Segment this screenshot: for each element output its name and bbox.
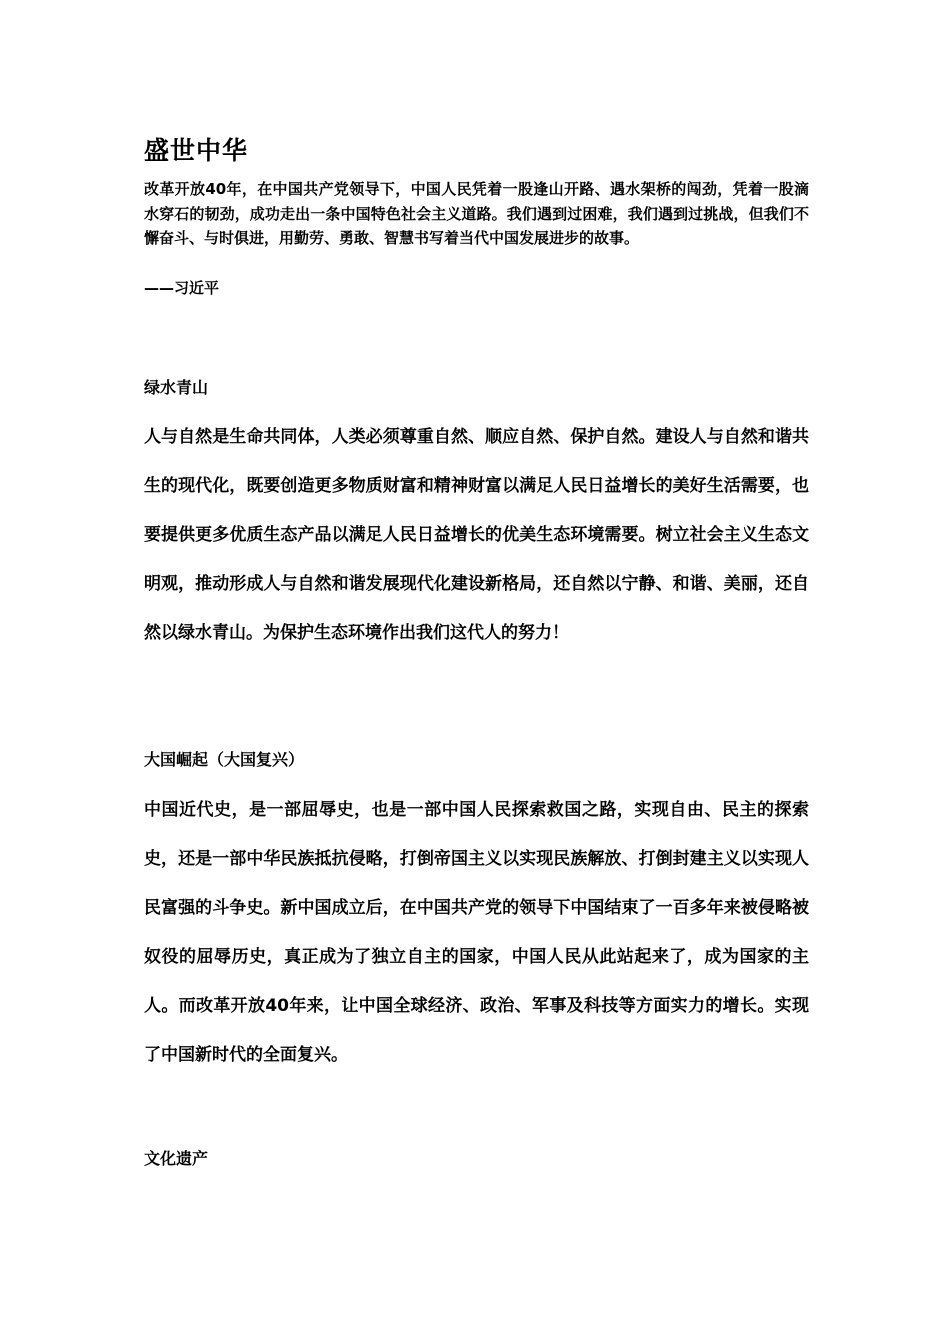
section-heading-great-nation-rise: 大国崛起（大国复兴） — [144, 750, 305, 769]
section-heading-cultural-heritage: 文化遗产 — [144, 1149, 209, 1168]
opening-quote: 改革开放40年，在中国共产党领导下，中国人民凭着一股逢山开路、遇水架桥的闯劲，凭着一股滴水穿石的韧劲，成功走出一条中国特色社会主义道路。我们遇到过困难，我们遇到过挑战，但我们不懈奋斗、与时俱进，用勤劳、勇敢、智慧书写着当代中国发展进步的故事。 — [144, 180, 809, 247]
document-title: 盛世中华 — [144, 136, 249, 165]
section-heading-green-mountains: 绿水青山 — [144, 378, 209, 397]
section-body-green-mountains: 人与自然是生命共同体，人类必须尊重自然、顺应自然、保护自然。建设人与自然和谐共生的现代化，既要创造更多物质财富和精神财富以满足人民日益增长的美好生活需要，也要提供更多优质生态产品以满足人民日益增长的优美生态环境需要。树立社会主义生态文明观，推动形成人与自然和谐发展现代化建设新格局，还自然以宁静、和谐、美丽，还自然以绿水青山。为保护生态环境作出我们这代人的努力！ — [144, 427, 809, 643]
section-body-great-nation-rise: 中国近代史，是一部屈辱史，也是一部中国人民探索救国之路，实现自由、民主的探索史，还是一部中华民族抵抗侵略，打倒帝国主义以实现民族解放、打倒封建主义以实现人民富强的斗争史。新中国成立后，在中国共产党的领导下中国结束了一百多年来被侵略被奴役的屈辱历史，真正成为了独立自主的国家，中国人民从此站起来了，成为国家的主人。而改革开放40年来，让中国全球经济、政治、军事及科技等方面实力的增长。实现了中国新时代的全面复兴。 — [144, 800, 809, 1065]
quote-author: ——习近平 — [144, 279, 220, 297]
